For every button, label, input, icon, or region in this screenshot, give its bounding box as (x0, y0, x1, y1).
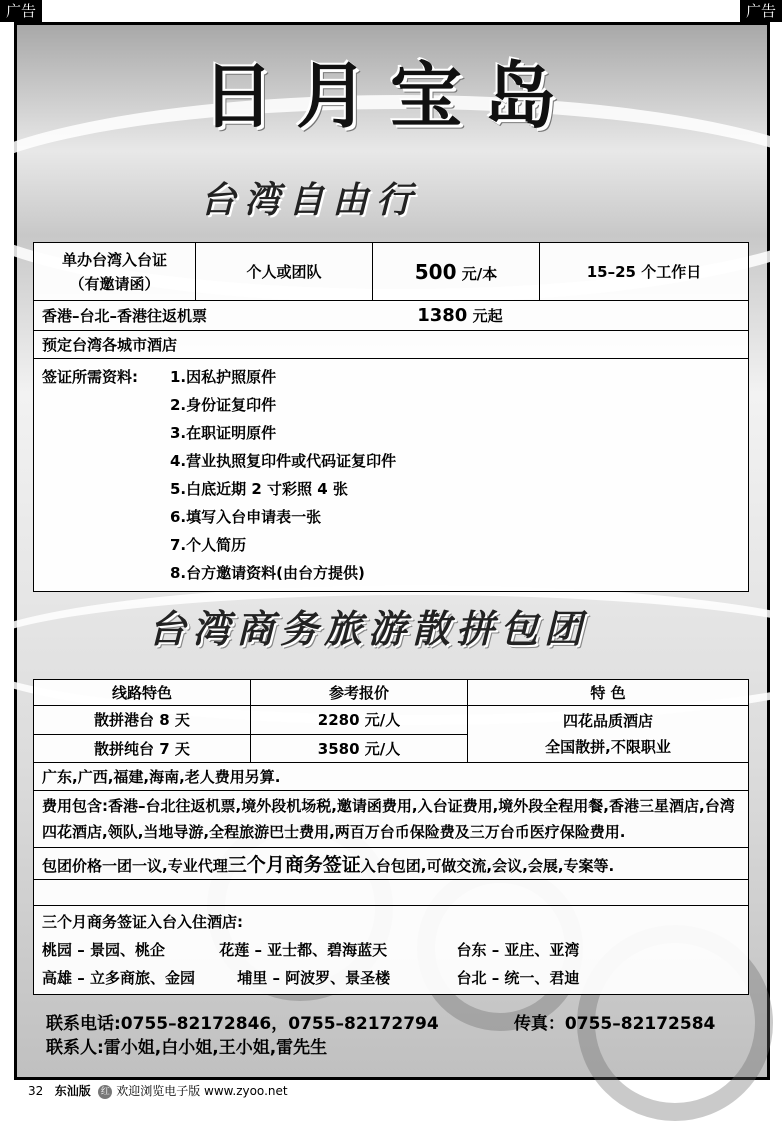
flight-label: 香港–台北–香港往返机票 (42, 307, 208, 325)
hotels-line (42, 964, 740, 992)
flight-price-unit: 元起 (472, 307, 503, 325)
service-label: 单办台湾入台证 (61, 250, 167, 269)
tour-note: 广东,广西,福建,海南,老人费用另算. (34, 763, 749, 791)
hotels-cell (34, 906, 749, 995)
hotel-entry: 高雄 – 立多商旅、金园 (42, 969, 195, 987)
logo-icon: 红 (98, 1085, 112, 1099)
hotel-entry: 花莲 – 亚士都、碧海蓝天 (219, 941, 388, 959)
header-route: 线路特色 (34, 680, 251, 706)
hotel-entry: 台北 – 统一、君迪 (456, 969, 580, 987)
contact-phone: 联系电话:0755–82172846，0755–82172794 (46, 1014, 439, 1034)
page-footer (28, 1082, 288, 1099)
subtitle-business-tour: 台湾商务旅游散拼包团 (148, 607, 589, 651)
header-price: 参考报价 (251, 680, 468, 706)
ad-label-left: 广告 (0, 0, 42, 22)
header-features: 特 色 (468, 680, 749, 706)
hotels-heading: 三个月商务签证入台入住酒店: (42, 913, 243, 931)
visa-doc-item: 6.填写入台申请表一张 (170, 508, 322, 526)
service-note: （有邀请函） (69, 274, 160, 293)
group-cell: 个人或团队 (196, 243, 373, 301)
charter-emphasis: 三个月商务签证 (227, 854, 361, 876)
hotel-entry: 台东 – 亚庄、亚湾 (456, 941, 580, 959)
visa-doc-item: 7.个人简历 (170, 536, 247, 554)
hotel-entry: 桃园 – 景园、桃企 (42, 941, 165, 959)
visa-doc-item: 8.台方邀请资料(由台方提供) (170, 564, 365, 582)
tour-features (468, 706, 749, 763)
visa-doc-item: 1.因私护照原件 (170, 368, 277, 386)
hotel-row: 预定台湾各城市酒店 (34, 331, 749, 359)
visa-doc-item: 4.营业执照复印件或代码证复印件 (170, 452, 397, 470)
duration-cell: 15–25 个工作日 (540, 243, 749, 301)
page-number: 32 (28, 1084, 44, 1098)
edition-label: 东汕版 (54, 1084, 91, 1098)
fee-includes: 费用包含:香港–台北往返机票,境外段机场税,邀请函费用,入台证费用,境外段全程用餐,香港三星酒店,台湾四花酒店,领队,当地导游,全程旅游巴士费用,两百万台币保险费及三万台币医疗保险费用. (34, 791, 749, 848)
feature-item: 全国散拼,不限职业 (545, 738, 671, 756)
visa-docs-heading: 签证所需资料: (42, 368, 138, 386)
charter-post: 入台包团,可做交流,会议,会展,专案等. (360, 857, 615, 875)
main-title: 日月宝岛 (201, 53, 578, 138)
visa-doc-item: 3.在职证明原件 (170, 424, 277, 442)
tour-table (33, 679, 749, 995)
hotels-line (42, 936, 740, 964)
hotel-entry: 埔里 – 阿波罗、景圣楼 (237, 969, 391, 987)
flight-price-number: 1380 (417, 305, 468, 326)
ad-label-right: 广告 (740, 0, 782, 22)
contact-fax: 传真：0755–82172584 (513, 1014, 716, 1034)
charter-pre: 包团价格一团一议,专业代理 (42, 857, 228, 875)
visa-table (33, 242, 749, 592)
tour-price: 3580 元/人 (251, 734, 468, 763)
footer-text: 欢迎浏览电子版 www.zyoo.net (116, 1084, 288, 1098)
visa-docs-cell (34, 359, 749, 592)
visa-price-cell (373, 243, 540, 301)
visa-price-number: 500 (414, 259, 457, 284)
visa-doc-item: 2.身份证复印件 (170, 396, 277, 414)
visa-price-unit: 元/本 (461, 264, 498, 283)
charter-row (34, 848, 749, 880)
contact-block (46, 1012, 715, 1060)
flight-row (34, 301, 749, 331)
contact-people: 联系人:雷小姐,白小姐,王小姐,雷先生 (46, 1038, 328, 1058)
visa-doc-item: 5.白底近期 2 寸彩照 4 张 (170, 480, 348, 498)
blank-row (34, 880, 749, 906)
service-cell (34, 243, 196, 301)
tour-route: 散拼纯台 7 天 (34, 734, 251, 763)
tour-route: 散拼港台 8 天 (34, 706, 251, 735)
tour-price: 2280 元/人 (251, 706, 468, 735)
subtitle-free-travel: 台湾自由行 (200, 180, 421, 221)
feature-item: 四花品质酒店 (562, 712, 653, 730)
